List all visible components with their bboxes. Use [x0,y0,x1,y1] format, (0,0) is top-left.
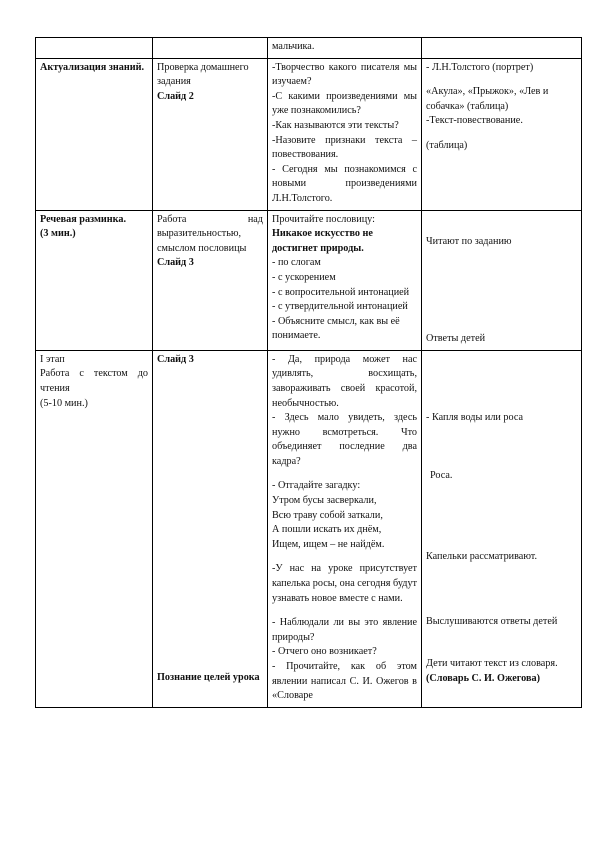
teacher-line: -Назовите признаки текста – повествования. [272,134,417,161]
table-cell [153,38,268,59]
stage-cell [36,58,153,210]
student-line: Дети читают текст из словаря. [426,658,558,670]
table-row [36,38,582,59]
teacher-line: - Сегодня мы познакомимся с новыми произведениями Л.Н.Толстого. [272,163,417,204]
teacher-line: -Творчество какого писателя мы изучаем? [272,61,417,88]
teacher-line: - с вопросительной интонацией [272,286,410,298]
activity-text: Работа над выразительностью, смыслом пословицы [157,213,263,254]
student-line: - Л.Н.Толстого (портрет) [426,61,534,73]
table-cell [422,38,582,59]
teacher-line: - Здесь мало увидеть, здесь нужно всмотреться. Что объединяет последние два кадра? [272,412,417,467]
slide-label: Слайд 3 [157,353,194,365]
teacher-line: - Прочитайте, как об этом явлении написал С. И. Ожегов в «Словаре [272,661,417,702]
teacher-line: - Отчего оно возникает? [272,646,377,658]
slide-label: Слайд 2 [157,90,194,102]
students-cell [422,58,582,210]
teacher-line: - Наблюдали ли вы это явление природы? [272,617,417,643]
student-line: Роса. [430,470,453,482]
table-cell [36,38,153,59]
teacher-cell [268,210,422,350]
students-cell [422,350,582,707]
riddle-line: Ищем, ищем – не найдём. [272,538,385,550]
student-line: Капельки рассматривают. [426,550,538,562]
table-row [36,210,582,350]
stage-duration: (3 мин.) [40,228,76,240]
table-row [36,350,582,707]
stage-title: Актуализация знаний. [40,61,145,73]
student-line: - Капля воды или роса [426,411,524,423]
teacher-line: -У нас на уроке присутствует капелька росы, она сегодня будут узнавать новое вместе с нами. [272,563,418,604]
activity-cell [153,350,268,707]
student-line: «Акула», «Прыжок», «Лев и собачка» (таблица) [426,86,549,112]
students-cell [422,210,582,350]
student-line: Читают по заданию [426,235,512,247]
teacher-line: - Да, природа может нас удивлять, восхищать, завораживать своей красотой, необычностью. [272,353,417,409]
student-line: -Текст-повествование. [426,115,523,127]
activity-cell [153,210,268,350]
goal-label: Познание целей урока [157,672,260,684]
student-line: (таблица) [426,139,468,151]
teacher-cell [268,350,422,707]
student-line: Ответы детей [426,333,486,345]
stage-title: Речевая разминка. [40,213,127,225]
table-row [36,58,582,210]
stage-cell [36,210,153,350]
teacher-line: - с ускорением [272,271,336,283]
stage-line: I этап [40,353,65,365]
lesson-plan-table [35,37,582,708]
proverb-text: Никакое искусство не достигнет природы. [272,228,373,254]
stage-cell [36,350,153,707]
riddle-line: Утром бусы засверкали, [272,495,377,507]
slide-label: Слайд 3 [157,257,194,269]
activity-text: Проверка домашнего задания [157,61,249,88]
teacher-line: -Как называются эти тексты? [272,119,399,131]
student-line: (Словарь С. И. Ожегова) [426,672,540,684]
riddle-intro: - Отгадайте загадку: [272,480,361,492]
student-line: Выслушиваются ответы детей [426,615,558,627]
teacher-cell [268,58,422,210]
stage-line: (5-10 мин.) [40,397,88,409]
teacher-line: - с утвердительной интонацией [272,301,408,313]
teacher-line: - по слогам [272,257,321,269]
stage-line: Работа с текстом до чтения [40,368,148,394]
activity-cell [153,58,268,210]
riddle-line: А пошли искать их днём, [272,524,382,536]
teacher-line: Прочитайте пословицу: [272,213,375,225]
table-cell [268,38,422,59]
teacher-line: - Объясните смысл, как вы её понимаете. [272,315,400,342]
riddle-line: Всю траву собой заткали, [272,509,383,521]
teacher-line: -С какими произведениями мы уже познакомились? [272,90,417,117]
continuation-text: мальчика. [272,41,315,52]
